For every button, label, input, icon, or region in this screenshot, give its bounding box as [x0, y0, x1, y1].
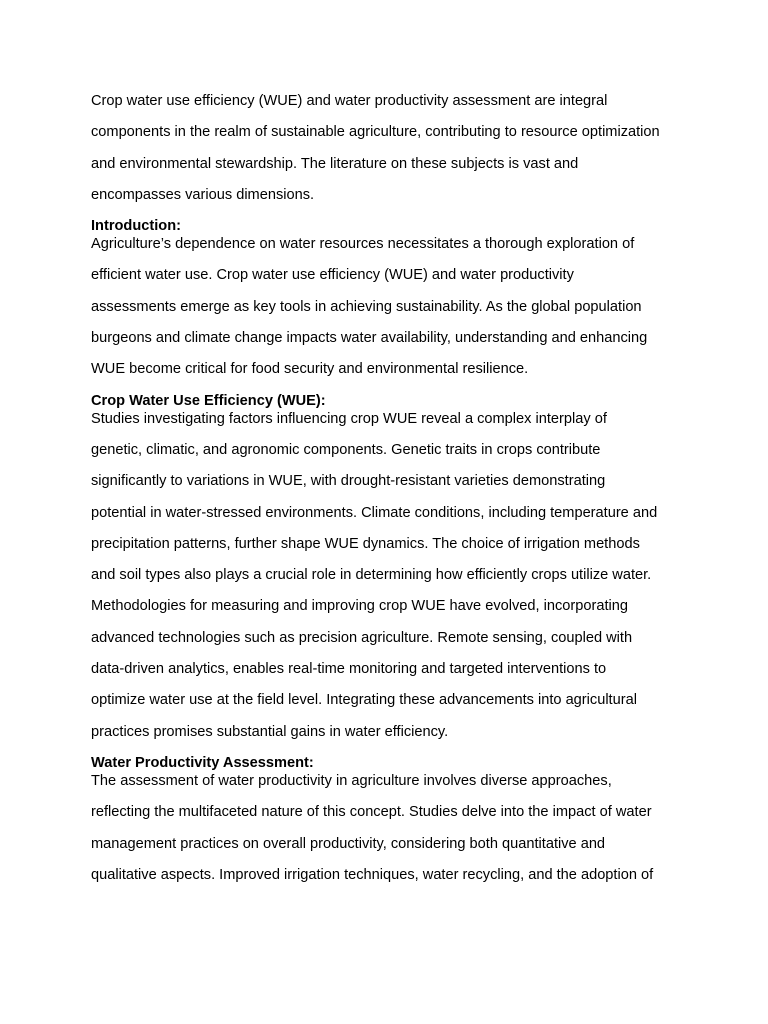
- intro-paragraph: Crop water use efficiency (WUE) and water productivity assessment are integral components in the realm of sustainable agriculture, contributing to resource optimization and environmental stewardship. The literature on these subjects is vast and encompasses various dimensions.: [91, 93, 660, 203]
- section-heading-water-productivity: Water Productivity Assessment:: [91, 754, 314, 771]
- section-body-crop-wue: Studies investigating factors influencing crop WUE reveal a complex interplay of genetic, climatic, and agronomic components. Genetic traits in crops contribute significantly to variations in WUE, with drought-resistant varieties demonstrating potential in water-stressed environments. Climate conditions, including temperature and precipitation patterns, further shape WUE dynamics. The choice of irrigation methods and soil types also plays a crucial role in determining how efficiently crops utilize water. Methodologies for measuring and improving crop WUE have evolved, incorporating advanced technologies such as precision agriculture. Remote sensing, coupled with data-driven analytics, enables real-time monitoring and targeted interventions to optimize water use at the field level. Integrating these advancements into agricultural practices promises substantial gains in water efficiency.: [91, 410, 658, 740]
- section-heading-introduction: Introduction:: [91, 218, 181, 235]
- section-heading-crop-wue: Crop Water Use Efficiency (WUE):: [91, 392, 326, 409]
- document-page: [91, 86, 691, 891]
- section-body-introduction: Agriculture’s dependence on water resources necessitates a thorough exploration of efficient water use. Crop water use efficiency (WUE) and water productivity assessments emerge as key tools in achieving sustainability. As the global population burgeons and climate change impacts water availability, understanding and enhancing WUE become critical for food security and environmental resilience.: [91, 236, 648, 378]
- section-body-water-productivity: The assessment of water productivity in agriculture involves diverse approaches, reflecting the multifaceted nature of this concept. Studies delve into the impact of water management practices on overall productivity, considering both quantitative and qualitative aspects. Improved irrigation techniques, water recycling, and the adoption of: [91, 772, 654, 883]
